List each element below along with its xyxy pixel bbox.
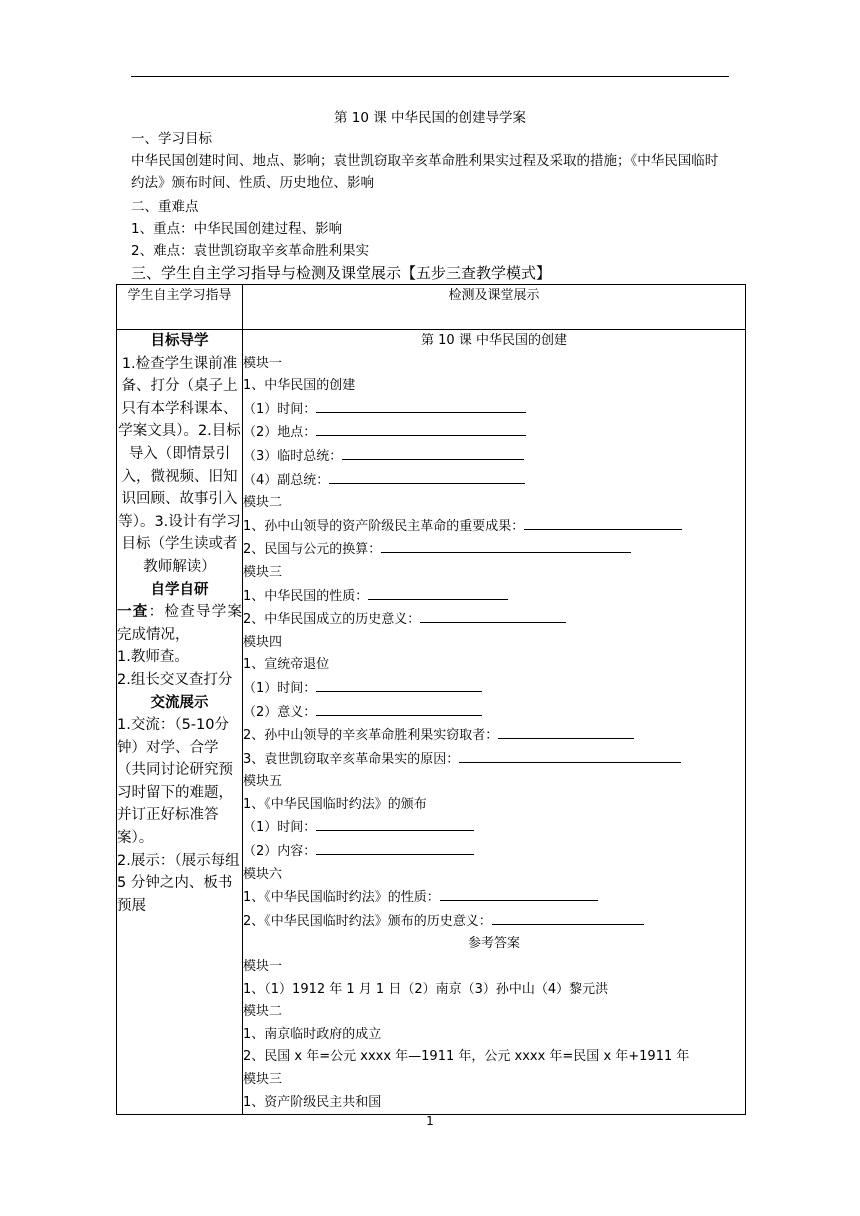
exchange-title: 交流展示 [150, 694, 209, 711]
answers-title: 参考答案 [467, 936, 520, 952]
answer-blank[interactable] [381, 538, 631, 553]
answer-blank[interactable] [329, 469, 525, 484]
module-6-question-1 [243, 886, 745, 910]
lesson-table [116, 284, 746, 1115]
module-6-question-2 [243, 910, 745, 934]
difficult-point: 2、难点：袁世凯窃取辛亥革命胜利果实 [131, 243, 370, 259]
answer-module-2-item-1: 1、南京临时政府的成立 [243, 1026, 382, 1042]
module-1-question: 1、中华民国的创建 [243, 378, 356, 394]
section-2-heading: 二、重难点 [131, 199, 199, 215]
check-1 [117, 601, 242, 646]
key-point: 1、重点：中华民国创建过程、影响 [131, 221, 343, 237]
answer-blank[interactable] [316, 398, 526, 413]
answer-blank[interactable] [316, 701, 482, 716]
answer-module-2-item-2: 2、民国 x 年=公元 xxxx 年—1911 年，公元 xxxx 年=民国 x 年+1911 年 [243, 1049, 690, 1065]
answer-blank[interactable] [420, 608, 566, 623]
module-5-label: 模块五 [243, 774, 283, 790]
goal-text: 1.检查学生课前准备、打分（桌子上只有本学科课本、学案文具）。2.目标导入（即情景引入，微视频、旧知识回顾、故事引入等）。3.设计有学习目标（学生读或者教师解读） [118, 355, 241, 575]
header-rule [131, 76, 729, 77]
lesson-title: 第 10 课 中华民国的创建 [421, 333, 567, 348]
goal-title: 目标导学 [150, 333, 209, 349]
item-label: （1）时间： [243, 680, 317, 696]
item-label: （2）意义： [243, 704, 317, 720]
item-label: （1）时间： [243, 401, 317, 417]
exercise-cell [243, 330, 746, 1115]
module-3-label: 模块三 [243, 564, 283, 580]
answer-module-1-label: 模块一 [243, 959, 283, 975]
module-5-question-1: 1、《中华民国临时约法》的颁布 [243, 796, 427, 812]
item-label: （2）内容： [243, 844, 317, 860]
page-number: 1 [426, 1114, 434, 1128]
item-label: （3）临时总统： [243, 448, 343, 464]
answer-blank[interactable] [316, 816, 474, 831]
module-4-label: 模块四 [243, 634, 283, 650]
module-1-item-d [243, 469, 745, 493]
module-6-label: 模块六 [243, 866, 283, 882]
module-1-item-a [243, 398, 745, 422]
item-label: 2、孙中山领导的辛亥革命胜利果实窃取者： [243, 728, 499, 744]
module-4-item-a [243, 677, 745, 701]
item-label: 3、袁世凯窃取辛亥革命果实的原因： [243, 751, 460, 767]
check-1-text: ：检查导学案完成情况， [117, 604, 243, 643]
exchange-item-2: 2.展示：（展示每组 5 分钟之内、板书预展 [117, 852, 240, 914]
item-label: 2、民国与公元的换算： [243, 542, 382, 558]
item-label: （2）地点： [243, 425, 317, 441]
module-1-label: 模块一 [243, 355, 283, 371]
table-body-row [117, 330, 746, 1115]
module-3-question-2 [243, 608, 745, 632]
answer-blank[interactable] [524, 515, 682, 530]
module-1-item-c [243, 445, 745, 469]
module-4-item-b [243, 701, 745, 725]
self-item-1: 1.教师查。 [117, 649, 189, 666]
module-2-question-2 [243, 538, 745, 562]
module-2-label: 模块二 [243, 495, 283, 511]
answer-blank[interactable] [316, 677, 482, 692]
table-header-row [117, 285, 746, 330]
module-4-question-2 [243, 724, 745, 748]
answer-blank[interactable] [316, 421, 526, 436]
answer-blank[interactable] [440, 886, 598, 901]
self-study-title: 自学自研 [150, 581, 209, 598]
item-label: 2、《中华民国临时约法》颁布的历史意义： [243, 913, 492, 929]
module-5-item-a [243, 816, 745, 840]
exchange-item-1: 1.交流：（5-10分钟）对学、合学（共同讨论研究预习时留下的难题，并订正好标准答案）。 [117, 717, 233, 847]
document-title: 第 10 课 中华民国的创建导学案 [333, 110, 527, 126]
section-1-heading: 一、学习目标 [131, 131, 212, 147]
module-5-item-b [243, 840, 745, 864]
answer-blank[interactable] [459, 748, 681, 763]
answer-module-1: 1、（1）1912 年 1 月 1 日（2）南京（3）孙中山（4）黎元洪 [243, 981, 609, 997]
item-label: 1、中华民国的性质： [243, 588, 369, 604]
section-3-heading: 三、学生自主学习指导与检测及课堂展示【五步三查教学模式】 [131, 264, 552, 282]
col2-header: 检测及课堂展示 [243, 285, 746, 330]
col1-header: 学生自主学习指导 [117, 285, 243, 330]
answer-module-3-item-1: 1、资产阶级民主共和国 [243, 1094, 382, 1110]
item-label: 1、《中华民国临时约法》的性质： [243, 890, 440, 906]
answer-blank[interactable] [316, 840, 474, 855]
module-3-question-1 [243, 585, 745, 609]
answer-blank[interactable] [368, 585, 508, 600]
self-item-2: 2.组长交叉查打分 [117, 671, 233, 688]
module-1-item-b [243, 421, 745, 445]
answer-blank[interactable] [342, 445, 524, 460]
answer-blank[interactable] [492, 910, 644, 925]
item-label: （4）副总统： [243, 472, 330, 488]
answer-blank[interactable] [498, 724, 634, 739]
answer-module-3-label: 模块三 [243, 1072, 283, 1087]
module-4-question-3 [243, 748, 745, 772]
guidance-cell [117, 330, 243, 1115]
check-1-label: 一查 [117, 604, 149, 621]
item-label: 2、中华民国成立的历史意义： [243, 612, 421, 628]
module-4-question-1: 1、宣统帝退位 [243, 657, 330, 673]
module-2-question-1 [243, 515, 745, 539]
answer-module-2-label: 模块二 [243, 1004, 283, 1020]
item-label: （1）时间： [243, 820, 317, 836]
section-1-text: 中华民国创建时间、地点、影响；袁世凯窃取辛亥革命胜利果实过程及采取的措施；《中华民国临时约法》颁布时间、性质、历史地位、影响 [131, 153, 719, 191]
item-label: 1、孙中山领导的资产阶级民主革命的重要成果： [243, 518, 525, 534]
